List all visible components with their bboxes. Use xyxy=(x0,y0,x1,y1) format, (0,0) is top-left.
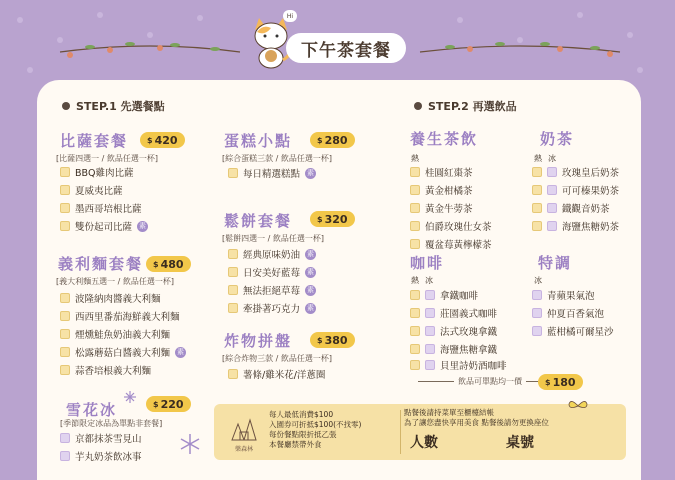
checkbox[interactable] xyxy=(228,285,238,295)
list-item[interactable] xyxy=(228,301,316,315)
item-label: 京都抹茶雪見山 xyxy=(75,434,142,445)
cold-label: 冰 xyxy=(534,276,542,285)
item-label: 覆盆莓黃檸檬茶 xyxy=(425,240,492,251)
list-item[interactable] xyxy=(410,324,497,338)
list-item[interactable] xyxy=(228,247,316,261)
step1-heading xyxy=(62,98,165,114)
checkbox[interactable] xyxy=(425,290,435,300)
item-label: 法式玫瑰拿鐵 xyxy=(440,327,498,338)
vegetarian-icon: 素 xyxy=(307,169,315,177)
checkbox[interactable] xyxy=(60,203,70,213)
rule-line: 點餐後請持菜單至櫃檯結帳 xyxy=(404,408,494,417)
list-item[interactable] xyxy=(532,306,604,320)
list-item[interactable] xyxy=(228,367,325,381)
bullet-icon xyxy=(62,102,70,110)
pizza-price-value: 420 xyxy=(154,133,178,147)
list-item[interactable] xyxy=(532,324,614,338)
checkbox[interactable] xyxy=(60,311,70,321)
checkbox[interactable] xyxy=(532,308,542,318)
list-item[interactable] xyxy=(532,183,619,197)
list-item[interactable] xyxy=(60,345,186,359)
list-item[interactable] xyxy=(60,201,142,215)
pizza-title: 比薩套餐 xyxy=(60,132,129,150)
drink-single-price-value: 180 xyxy=(552,375,576,389)
rules-right xyxy=(404,408,549,428)
checkbox[interactable] xyxy=(60,451,70,461)
pasta-price: $ 480 xyxy=(146,256,191,272)
list-item[interactable] xyxy=(410,183,473,197)
list-item[interactable] xyxy=(60,309,180,323)
checkbox[interactable] xyxy=(60,347,70,357)
fried-price: $ 380 xyxy=(310,332,355,348)
hot-label: 熱 xyxy=(411,276,419,285)
drink-single-price: $ 180 xyxy=(538,374,583,390)
checkbox[interactable] xyxy=(547,203,557,213)
item-label: 墨西哥培根比薩 xyxy=(75,204,142,215)
checkbox[interactable] xyxy=(410,326,420,336)
snowice-note: [季節限定冰品為單點非套餐] xyxy=(60,419,163,428)
item-label: 經典原味奶油 xyxy=(243,250,301,261)
order-info-box xyxy=(214,404,626,460)
speech-bubble: Hi xyxy=(283,10,297,22)
fried-price-value: 380 xyxy=(324,333,348,347)
item-label: 日安美好藍莓 xyxy=(243,268,301,279)
coffee-title: 咖啡 xyxy=(410,254,445,272)
checkbox[interactable] xyxy=(60,329,70,339)
item-label: 海鹽焦糖奶茶 xyxy=(562,222,620,233)
list-item[interactable] xyxy=(228,166,316,180)
item-label: 鐵觀音奶茶 xyxy=(562,204,610,215)
item-label: 雙份起司比薩 xyxy=(75,222,133,233)
cake-title: 蛋糕小點 xyxy=(224,132,293,150)
item-label: 可可榛果奶茶 xyxy=(562,186,620,197)
logo-text: 樂森林 xyxy=(234,446,254,453)
rule-line: 每人最低消費$100 xyxy=(269,410,334,419)
list-item[interactable] xyxy=(60,327,170,341)
item-label: 松露蘑菇白醬義大利麵 xyxy=(75,348,171,359)
item-label: 牽掛著巧克力 xyxy=(243,304,301,315)
header xyxy=(0,0,675,80)
item-label: 貝里詩奶酒咖啡 xyxy=(440,361,507,372)
list-item[interactable] xyxy=(410,201,473,215)
fried-title: 炸物拼盤 xyxy=(224,332,293,350)
pasta-note: [義大利麵五選一 / 飲品任選一杯] xyxy=(56,277,175,286)
checkbox[interactable] xyxy=(425,360,435,370)
list-item[interactable] xyxy=(410,358,507,372)
item-label: 波隆納肉醬義大利麵 xyxy=(75,294,161,305)
checkbox[interactable] xyxy=(410,344,420,354)
sparkle-icon xyxy=(124,391,136,403)
fried-note: [綜合炸物三款 / 飲品任選一杯] xyxy=(222,354,333,363)
list-item[interactable] xyxy=(410,219,492,233)
snowice-price: $ 220 xyxy=(146,396,191,412)
waffle-note: [鬆餅四選一 / 飲品任選一杯] xyxy=(222,234,325,243)
checkbox[interactable] xyxy=(410,239,420,249)
cake-price: $ 280 xyxy=(310,132,355,148)
list-item[interactable] xyxy=(60,165,134,179)
checkbox[interactable] xyxy=(228,168,238,178)
checkbox[interactable] xyxy=(425,344,435,354)
list-item[interactable] xyxy=(532,219,619,233)
item-label: BBQ雞肉比薩 xyxy=(75,168,134,179)
checkbox[interactable] xyxy=(547,185,557,195)
cake-price-value: 280 xyxy=(324,133,348,147)
checkbox[interactable] xyxy=(60,167,70,177)
divider xyxy=(418,381,454,382)
checkbox[interactable] xyxy=(60,221,70,231)
checkbox[interactable] xyxy=(410,167,420,177)
snowice-title: 雪花冰 xyxy=(66,401,118,419)
item-label: 莊園義式咖啡 xyxy=(440,309,498,320)
checkbox[interactable] xyxy=(410,290,420,300)
step1-label: STEP.1 先選餐點 xyxy=(76,100,165,113)
checkbox[interactable] xyxy=(60,293,70,303)
butterfly-icon xyxy=(567,398,589,414)
list-item[interactable] xyxy=(60,431,142,445)
list-item[interactable] xyxy=(60,183,123,197)
table-number-label[interactable]: 桌號 xyxy=(506,435,534,451)
divider xyxy=(400,410,401,454)
list-item[interactable] xyxy=(532,201,610,215)
rule-line: 入園券可折抵$100(不找零) xyxy=(269,420,362,429)
item-label: 煙燻鮭魚奶油義大利麵 xyxy=(75,330,171,341)
item-label: 薯條/雞米花/洋蔥圈 xyxy=(243,370,326,381)
checkbox[interactable] xyxy=(228,369,238,379)
rules-left xyxy=(269,410,361,450)
item-label: 玫瑰皇后奶茶 xyxy=(562,168,620,179)
item-label: 桂圓紅棗茶 xyxy=(425,168,473,179)
rule-line: 每份餐點限折抵乙張 xyxy=(269,430,337,439)
vegetarian-icon: 素 xyxy=(307,268,315,276)
checkbox[interactable] xyxy=(547,167,557,177)
list-item[interactable] xyxy=(410,306,497,320)
list-item[interactable] xyxy=(60,363,151,377)
pizza-price: $ 420 xyxy=(140,132,185,148)
pasta-price-value: 480 xyxy=(160,257,184,271)
waffle-price-value: 320 xyxy=(324,212,348,226)
checkbox[interactable] xyxy=(532,221,542,231)
hot-label: 熱 xyxy=(411,154,419,163)
vegetarian-icon: 素 xyxy=(307,250,315,258)
item-label: 青蘋果氣泡 xyxy=(547,291,595,302)
list-item[interactable] xyxy=(228,283,316,297)
checkbox[interactable] xyxy=(60,185,70,195)
checkbox[interactable] xyxy=(532,167,542,177)
item-label: 芋丸奶茶飲冰事 xyxy=(75,452,142,463)
list-item[interactable] xyxy=(410,342,497,356)
checkbox[interactable] xyxy=(532,203,542,213)
vegetarian-icon: 素 xyxy=(177,348,185,356)
checkbox[interactable] xyxy=(60,365,70,375)
checkbox[interactable] xyxy=(410,185,420,195)
people-count-label[interactable]: 人數 xyxy=(410,435,438,451)
item-label: 無法拒絕草莓 xyxy=(243,286,301,297)
checkbox[interactable] xyxy=(410,308,420,318)
snowflake-icon xyxy=(178,432,202,456)
list-item[interactable] xyxy=(60,291,161,305)
item-label: 伯爵玫瑰仕女茶 xyxy=(425,222,492,233)
list-item[interactable] xyxy=(532,288,595,302)
list-item[interactable] xyxy=(60,219,148,233)
list-item[interactable] xyxy=(410,237,492,251)
checkbox[interactable] xyxy=(532,326,542,336)
checkbox[interactable] xyxy=(532,185,542,195)
list-item[interactable] xyxy=(228,265,316,279)
item-label: 黃金柑橘茶 xyxy=(425,186,473,197)
item-label: 每日精選糕點 xyxy=(243,169,301,180)
checkbox[interactable] xyxy=(228,303,238,313)
checkbox[interactable] xyxy=(532,290,542,300)
checkbox[interactable] xyxy=(228,267,238,277)
page-title: 下午茶套餐 xyxy=(286,33,406,63)
item-label: 海鹽焦糖拿鐵 xyxy=(440,345,498,356)
drink-single-label: 飲品可單點均一價 xyxy=(458,377,522,386)
item-label: 仲夏百香氣泡 xyxy=(547,309,605,320)
checkbox[interactable] xyxy=(547,221,557,231)
snowice-price-value: 220 xyxy=(160,397,184,411)
checkbox[interactable] xyxy=(425,308,435,318)
item-label: 西西里番茄海鮮義大利麵 xyxy=(75,312,180,323)
rule-line: 為了讓您盡快享用美食 點餐後請勿更換座位 xyxy=(404,418,549,427)
tea-title: 養生茶飲 xyxy=(410,130,479,148)
bullet-icon xyxy=(414,102,422,110)
pasta-title: 義利麵套餐 xyxy=(58,255,144,273)
list-item[interactable] xyxy=(60,449,142,463)
list-item[interactable] xyxy=(410,288,478,302)
item-label: 黃金牛蒡茶 xyxy=(425,204,473,215)
item-label: 藍柑橘可爾星沙 xyxy=(547,327,614,338)
item-label: 拿鐵咖啡 xyxy=(440,291,479,302)
item-label: 夏威夷比薩 xyxy=(75,186,123,197)
checkbox[interactable] xyxy=(410,221,420,231)
cold-label: 冰 xyxy=(548,154,556,163)
checkbox[interactable] xyxy=(60,433,70,443)
vegetarian-icon: 素 xyxy=(139,222,147,230)
vegetarian-icon: 素 xyxy=(307,304,315,312)
vegetarian-icon: 素 xyxy=(307,286,315,294)
waffle-price: $ 320 xyxy=(310,211,355,227)
list-item[interactable] xyxy=(410,165,473,179)
hot-label: 熱 xyxy=(534,154,542,163)
milktea-title: 奶茶 xyxy=(540,130,575,148)
checkbox[interactable] xyxy=(228,249,238,259)
checkbox[interactable] xyxy=(410,203,420,213)
cake-note: [綜合蛋糕三款 / 飲品任選一杯] xyxy=(222,154,333,163)
item-label: 蒜香培根義大利麵 xyxy=(75,366,152,377)
step2-heading xyxy=(414,98,517,114)
pizza-note: [比薩四選一 / 飲品任選一杯] xyxy=(56,154,159,163)
special-title: 特調 xyxy=(538,254,573,272)
list-item[interactable] xyxy=(532,165,619,179)
checkbox[interactable] xyxy=(425,326,435,336)
forest-logo-icon xyxy=(224,410,264,454)
waffle-title: 鬆餅套餐 xyxy=(224,212,293,230)
rule-line: 本餐廳禁帶外食 xyxy=(269,440,322,449)
step2-label: STEP.2 再選飲品 xyxy=(428,100,517,113)
checkbox[interactable] xyxy=(410,360,420,370)
cold-label: 冰 xyxy=(425,276,433,285)
